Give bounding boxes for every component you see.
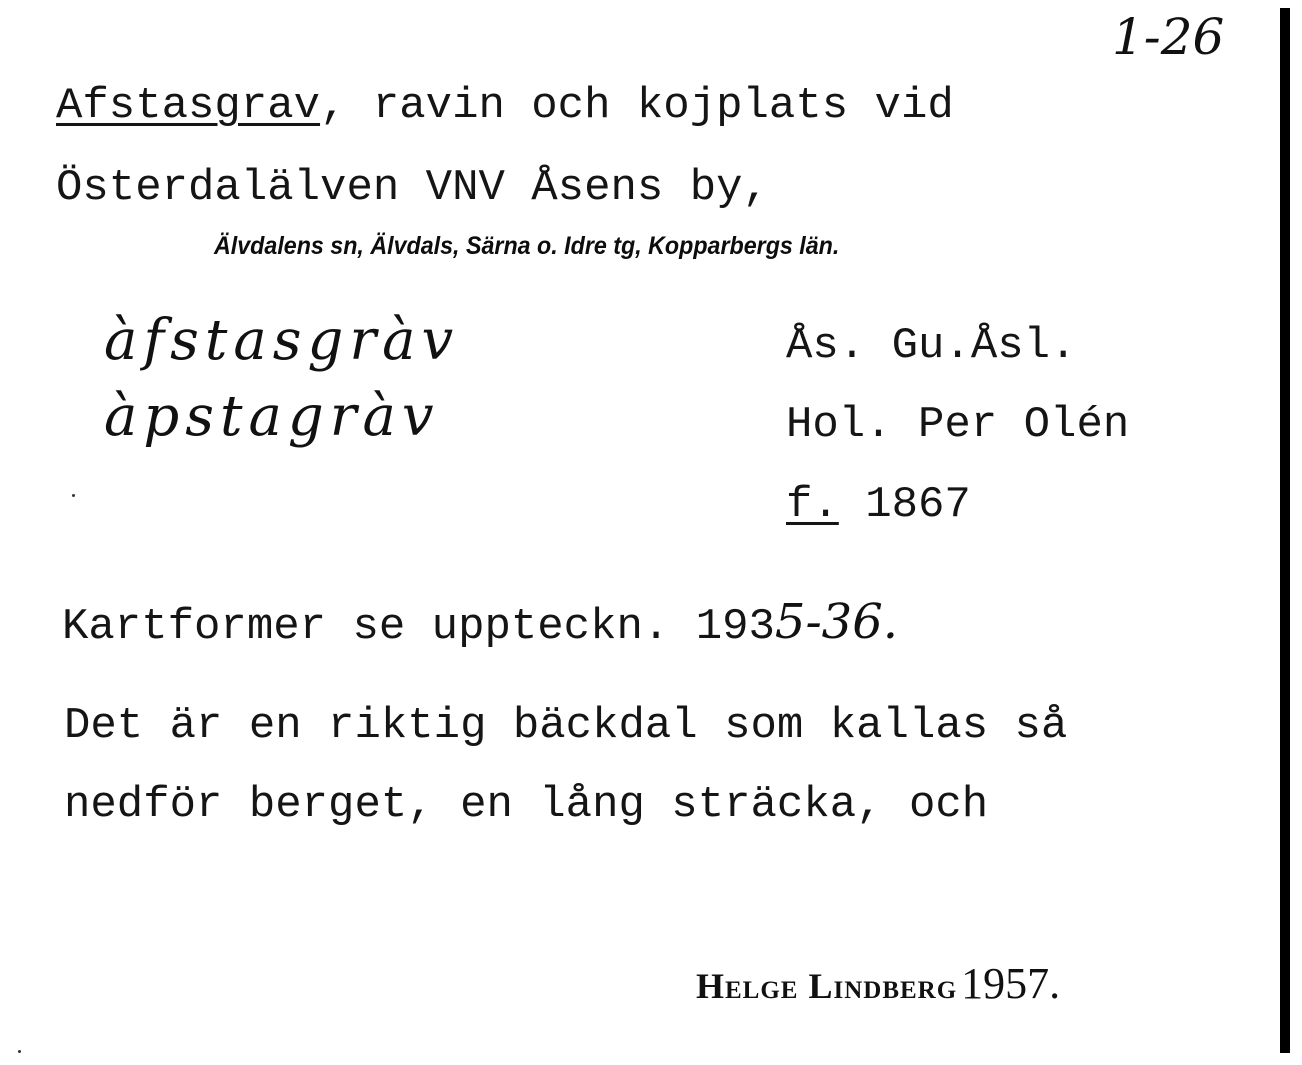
description-line-2: nedför berget, en lång sträcka, och (64, 780, 989, 830)
headword: Afstasgrav (56, 81, 321, 131)
headword-line (56, 81, 954, 131)
collector-name: Helge Lindberg (696, 966, 958, 1006)
location-line: Österdalälven VNV Åsens by, (56, 163, 769, 213)
description-line-1: Det är en riktig bäckdal som kallas så (64, 701, 1068, 751)
speck-mark (18, 1050, 21, 1053)
headword-definition: , ravin och kojplats vid (320, 81, 954, 131)
informant-source: Ås. Gu.Åsl. (786, 321, 1077, 371)
phonetic-form-1: àfstasgràv (104, 308, 460, 373)
informant-name: Hol. Per Olén (786, 400, 1130, 450)
speck-mark (72, 494, 75, 497)
card-number: 1-26 (1112, 8, 1225, 66)
collector-year: 1957. (961, 959, 1061, 1008)
birth-year: 1867 (865, 480, 971, 530)
informant-birth (786, 480, 971, 530)
map-forms-note (62, 594, 899, 652)
phonetic-form-2: àpstagràv (104, 384, 440, 449)
parish-stamp: Älvdalens sn, Älvdals, Särna o. Idre tg, Kopparbergs län. (214, 232, 840, 260)
card-edge-shadow (1280, 8, 1290, 1053)
birth-prefix: f. (786, 480, 839, 530)
collector-signature (696, 958, 1060, 1009)
map-forms-handwritten: 5-36. (774, 594, 899, 650)
map-forms-typed: Kartformer se uppteckn. 193 (62, 602, 775, 652)
